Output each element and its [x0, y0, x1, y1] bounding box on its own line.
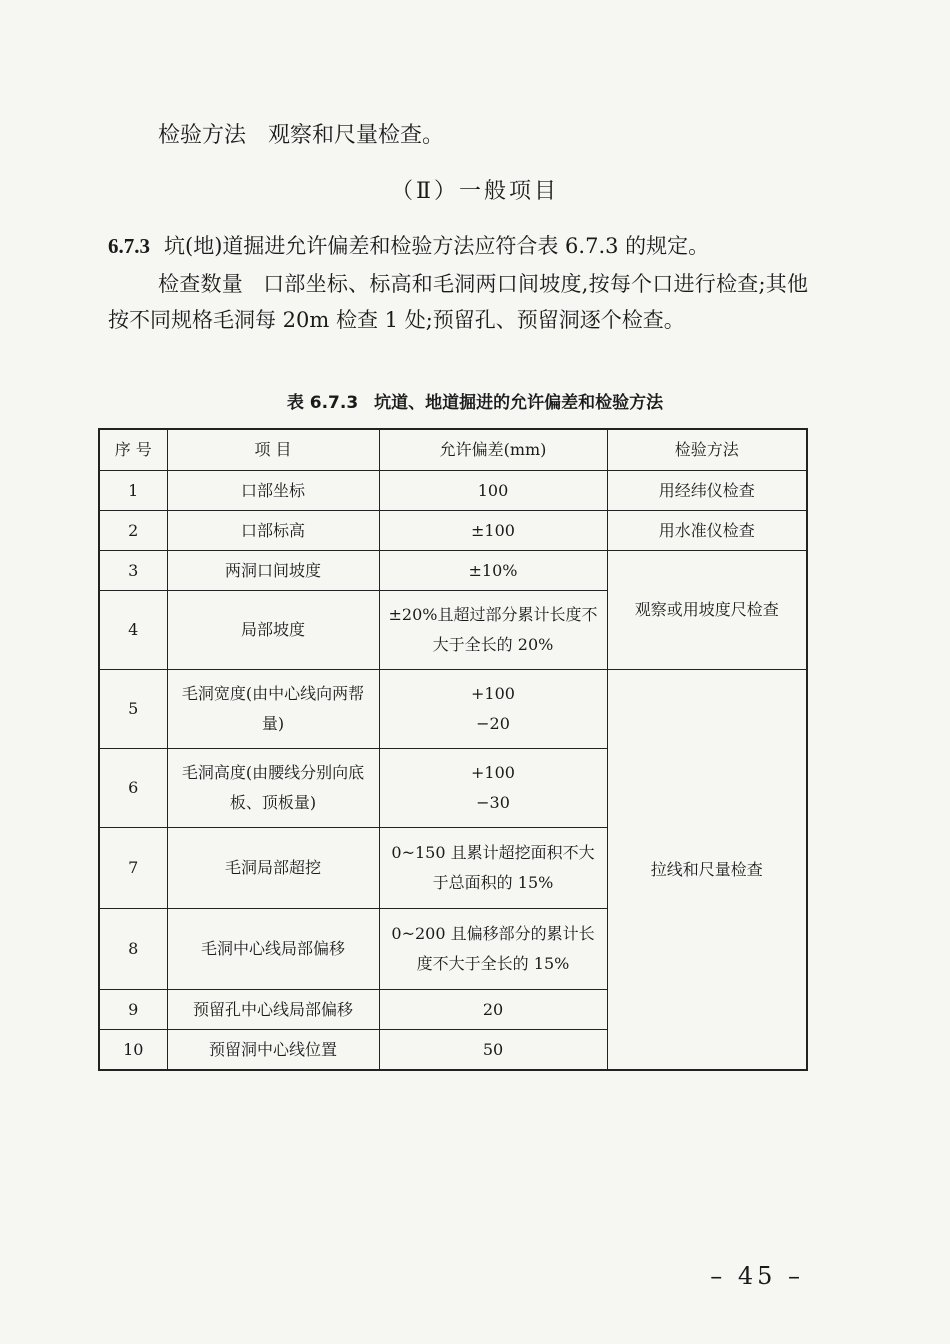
row-no: 10 [99, 1030, 167, 1071]
table-header-row [99, 429, 807, 471]
row-item: 口部标高 [167, 511, 379, 551]
inspection-quantity-text: 口部坐标、标高和毛洞两口间坡度,按每个口进行检查;其他按不同规格毛洞每 20m 检查 1 处;预留孔、预留洞逐个检查。 [108, 272, 809, 332]
clause-number: 6.7.3 [108, 234, 150, 258]
row-item: 毛洞局部超挖 [167, 828, 379, 909]
row-tolerance: 0~150 且累计超挖面积不大于总面积的 15% [379, 828, 607, 909]
row-no: 3 [99, 551, 167, 591]
row-no: 2 [99, 511, 167, 551]
row-no: 9 [99, 990, 167, 1030]
row-method: 用经纬仪检查 [607, 471, 807, 511]
table-row [99, 670, 807, 749]
table-caption [0, 388, 950, 413]
row-no: 8 [99, 909, 167, 990]
row-item: 局部坡度 [167, 591, 379, 670]
row-method: 观察或用坡度尺检查 [607, 551, 807, 670]
inspection-method-label: 检验方法 [158, 123, 247, 148]
row-item: 预留洞中心线位置 [167, 1030, 379, 1071]
table-row [99, 511, 807, 551]
header-item: 项 目 [167, 429, 379, 471]
table-caption-title: 坑道、地道掘进的允许偏差和检验方法 [374, 393, 664, 413]
row-no: 1 [99, 471, 167, 511]
row-tolerance: ±10% [379, 551, 607, 591]
row-item: 毛洞宽度(由中心线向两帮量) [167, 670, 379, 749]
inspection-quantity-paragraph [108, 266, 808, 338]
header-tolerance: 允许偏差(mm) [379, 429, 607, 471]
row-item: 口部坐标 [167, 471, 379, 511]
row-no: 5 [99, 670, 167, 749]
row-tolerance: 0~200 且偏移部分的累计长度不大于全长的 15% [379, 909, 607, 990]
inspection-quantity-label: 检查数量 [158, 272, 243, 296]
inspection-method-text: 观察和尺量检查。 [268, 123, 445, 148]
clause-6-7-3 [108, 230, 709, 260]
row-tolerance: 20 [379, 990, 607, 1030]
row-tolerance: 100 [379, 471, 607, 511]
row-method: 用水准仪检查 [607, 511, 807, 551]
table-row [99, 551, 807, 591]
row-no: 6 [99, 749, 167, 828]
row-no: 4 [99, 591, 167, 670]
header-no: 序 号 [99, 429, 167, 471]
clause-text: 坑(地)道掘进允许偏差和检验方法应符合表 6.7.3 的规定。 [164, 234, 710, 258]
row-item: 预留孔中心线局部偏移 [167, 990, 379, 1030]
row-item: 毛洞中心线局部偏移 [167, 909, 379, 990]
header-method: 检验方法 [607, 429, 807, 471]
table-caption-number: 表 6.7.3 [286, 393, 359, 413]
row-tolerance: 50 [379, 1030, 607, 1071]
row-item: 两洞口间坡度 [167, 551, 379, 591]
row-tolerance: +100 −30 [379, 749, 607, 828]
page-number: – 45 – [710, 1262, 804, 1290]
row-item: 毛洞高度(由腰线分别向底板、顶板量) [167, 749, 379, 828]
row-method: 拉线和尺量检查 [607, 670, 807, 1071]
row-tolerance: +100 −20 [379, 670, 607, 749]
row-tolerance: ±100 [379, 511, 607, 551]
tolerance-table [98, 428, 808, 1071]
inspection-method-paragraph [158, 118, 444, 149]
row-tolerance: ±20%且超过部分累计长度不大于全长的 20% [379, 591, 607, 670]
table-row [99, 471, 807, 511]
row-no: 7 [99, 828, 167, 909]
section-heading: （Ⅱ）一般项目 [391, 179, 559, 204]
